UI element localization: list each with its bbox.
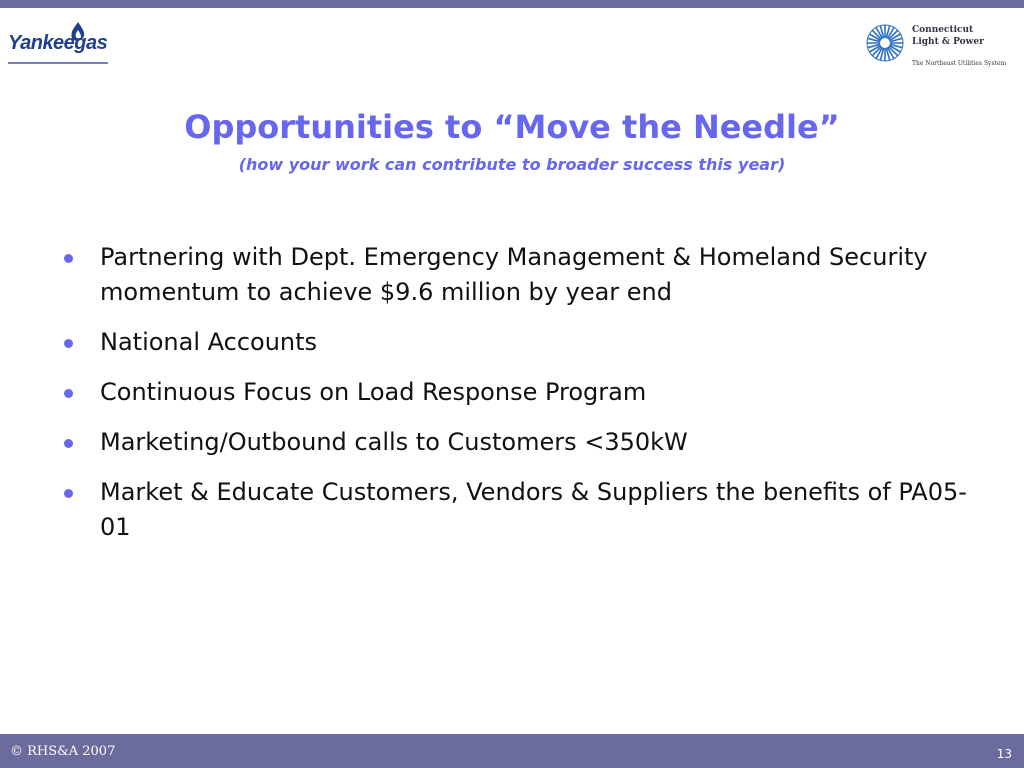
clp-logo-tagline: The Northeast Utilities System — [912, 60, 1007, 67]
logo-underline — [8, 62, 108, 64]
clp-logo — [864, 18, 1014, 76]
bullet-text: Market & Educate Customers, Vendors & Suppliers the benefits of PA05-01 — [100, 478, 967, 541]
bullet-dot-icon — [64, 389, 73, 398]
clp-logo-name — [912, 24, 984, 48]
bullet-dot-icon — [64, 439, 73, 448]
bullet-dot-icon — [64, 339, 73, 348]
bullet-dot-icon — [64, 254, 73, 263]
bullet-text: Continuous Focus on Load Response Program — [100, 378, 647, 406]
clp-name-line2: Light & Power — [912, 37, 984, 47]
footer-bar — [0, 734, 1024, 768]
bullet-item — [64, 240, 984, 310]
bullet-text: Partnering with Dept. Emergency Management & Homeland Security momentum to achieve $9.6 million by year end — [100, 243, 928, 306]
bullet-item — [64, 325, 984, 360]
bullet-list — [64, 240, 984, 560]
bullet-item — [64, 375, 984, 410]
yankeegas-logo — [8, 20, 110, 66]
top-bar — [0, 0, 1024, 8]
bullet-item — [64, 475, 984, 545]
slide-subtitle: (how your work can contribute to broader success this year) — [238, 155, 786, 174]
slide-title: Opportunities to “Move the Needle” — [184, 108, 840, 146]
bullet-text: Marketing/Outbound calls to Customers <350kW — [100, 428, 688, 456]
footer-copyright: © RHS&A 2007 — [10, 744, 116, 759]
page-number: 13 — [996, 747, 1012, 761]
bullet-item — [64, 425, 984, 460]
yankeegas-logo-text: Yankeegas — [8, 32, 108, 54]
sunburst-globe-icon — [864, 22, 906, 64]
bullet-dot-icon — [64, 489, 73, 498]
bullet-text: National Accounts — [100, 328, 318, 356]
clp-name-line1: Connecticut — [912, 25, 974, 35]
